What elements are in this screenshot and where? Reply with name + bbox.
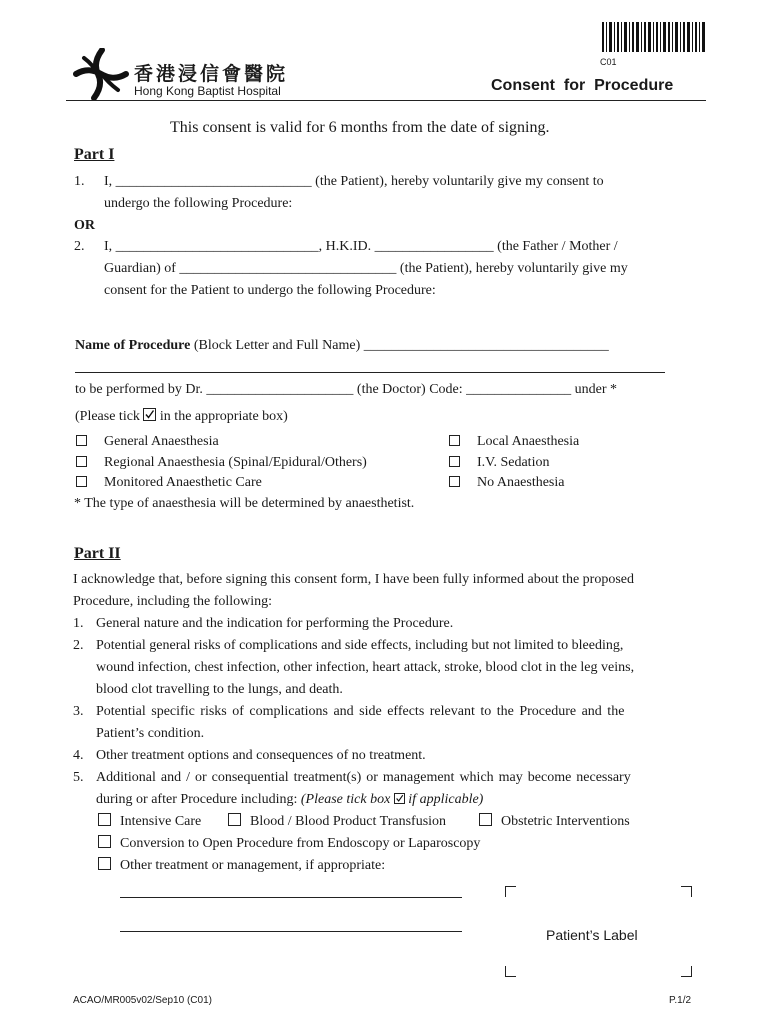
p2-item2-line2: wound infection, chest infection, other infection, heart attack, stroke, blood clot in the leg veins, <box>96 660 635 675</box>
p2-item3-line1: Potential specific risks of complications and side effects relevant to the Procedure and the <box>96 704 625 719</box>
checkbox-general-anaesthesia[interactable] <box>76 435 87 446</box>
p2-item5-tick-before: (Please tick box <box>300 792 391 807</box>
checkbox-conversion-open-procedure[interactable] <box>98 835 111 848</box>
label-no-anaesthesia: No Anaesthesia <box>477 475 565 490</box>
doctor-line: to be performed by Dr. _____________________ (the Doctor) Code: _______________ under * <box>75 382 618 397</box>
checkbox-monitored-anaesthetic-care[interactable] <box>76 476 87 487</box>
checked-box-icon <box>394 793 405 804</box>
checkbox-obstetric-interventions[interactable] <box>479 813 492 826</box>
item1-line2: undergo the following Procedure: <box>104 196 293 211</box>
hospital-name-en: Hong Kong Baptist Hospital <box>134 84 281 98</box>
p2-item2-line1: Potential general risks of complications and side effects, including but not limited to bleeding, <box>96 638 624 653</box>
other-treatment-line2[interactable] <box>120 931 462 932</box>
p2-item5-line1: Additional and / or consequential treatment(s) or management which may become necessary <box>96 770 631 785</box>
tick-instruction <box>75 408 288 425</box>
checkbox-no-anaesthesia[interactable] <box>449 476 460 487</box>
tick-instruction-before: (Please tick <box>75 409 140 424</box>
label-local-anaesthesia: Local Anaesthesia <box>477 434 580 449</box>
p2-item4: Other treatment options and consequences of no treatment. <box>96 748 426 763</box>
checked-box-icon <box>143 408 156 421</box>
item2-line2: Guardian) of _______________________________ (the Patient), hereby voluntarily give my <box>104 261 628 276</box>
page-number: P.1/2 <box>669 995 692 1006</box>
p2-item4-number: 4. <box>73 748 84 763</box>
p2-item2-line3: blood clot travelling to the lungs, and death. <box>96 682 343 697</box>
checkbox-iv-sedation[interactable] <box>449 456 460 467</box>
label-corner-bottom-left <box>505 966 516 977</box>
part2-intro-line2: Procedure, including the following: <box>73 594 273 609</box>
part2-heading: Part II <box>74 545 121 562</box>
p2-item1: General nature and the indication for performing the Procedure. <box>96 616 454 631</box>
item2-line1: I, _____________________________, H.K.ID. _________________ (the Father / Mother / <box>104 239 618 254</box>
document-title: Consent for Procedure <box>491 77 674 94</box>
p2-item5-line2 <box>96 792 483 808</box>
label-conversion-open-procedure: Conversion to Open Procedure from Endoscopy or Laparoscopy <box>120 836 481 851</box>
label-other-treatment: Other treatment or management, if appropriate: <box>120 858 386 873</box>
p2-item1-number: 1. <box>73 616 84 631</box>
item1-line1: I, ____________________________ (the Patient), hereby voluntarily give my consent to <box>104 174 604 189</box>
label-corner-top-left <box>505 886 516 897</box>
patient-label-area: Patient’s Label <box>546 927 638 943</box>
anaesthesia-note: * The type of anaesthesia will be determined by anaesthetist. <box>74 496 415 511</box>
part1-heading: Part I <box>74 146 115 163</box>
p2-item5-line2-text: during or after Procedure including: <box>96 792 298 807</box>
checkbox-blood-transfusion[interactable] <box>228 813 241 826</box>
label-regional-anaesthesia: Regional Anaesthesia (Spinal/Epidural/Others) <box>104 455 367 470</box>
label-blood-transfusion: Blood / Blood Product Transfusion <box>250 814 447 829</box>
p2-item3-line2: Patient’s condition. <box>96 726 205 741</box>
procedure-name-row <box>75 338 609 354</box>
p2-item5-tick-after: if applicable) <box>408 792 484 807</box>
footer-form-code: ACAO/MR005v02/Sep10 (C01) <box>73 995 212 1006</box>
validity-statement: This consent is valid for 6 months from the date of signing. <box>170 119 550 136</box>
checkbox-other-treatment[interactable] <box>98 857 111 870</box>
header-rule <box>66 100 706 101</box>
hospital-logo-icon <box>72 48 130 100</box>
procedure-name-label: Name of Procedure <box>75 338 191 353</box>
item1-number: 1. <box>74 174 85 189</box>
label-monitored-anaesthetic-care: Monitored Anaesthetic Care <box>104 475 262 490</box>
item2-line3: consent for the Patient to undergo the following Procedure: <box>104 283 436 298</box>
p2-item2-number: 2. <box>73 638 84 653</box>
label-intensive-care: Intensive Care <box>120 814 202 829</box>
checkbox-local-anaesthesia[interactable] <box>449 435 460 446</box>
label-iv-sedation: I.V. Sedation <box>477 455 550 470</box>
tick-instruction-after: in the appropriate box) <box>159 409 288 424</box>
p2-item3-number: 3. <box>73 704 84 719</box>
barcode <box>602 22 706 52</box>
hospital-name-zh: 香港浸信會醫院 <box>134 63 289 85</box>
other-treatment-line1[interactable] <box>120 897 462 898</box>
p2-item5-number: 5. <box>73 770 84 785</box>
label-obstetric-interventions: Obstetric Interventions <box>501 814 630 829</box>
checkbox-intensive-care[interactable] <box>98 813 111 826</box>
checkbox-regional-anaesthesia[interactable] <box>76 456 87 467</box>
procedure-name-line2[interactable] <box>75 372 665 373</box>
procedure-name-field[interactable]: ___________________________________ <box>363 338 609 353</box>
or-label: OR <box>74 218 95 233</box>
label-corner-top-right <box>681 886 692 897</box>
label-general-anaesthesia: General Anaesthesia <box>104 434 219 449</box>
procedure-name-hint: (Block Letter and Full Name) <box>193 338 361 353</box>
item2-number: 2. <box>74 239 85 254</box>
form-code: C01 <box>600 57 617 67</box>
label-corner-bottom-right <box>681 966 692 977</box>
part2-intro-line1: I acknowledge that, before signing this consent form, I have been fully informed about the proposed <box>73 572 635 587</box>
